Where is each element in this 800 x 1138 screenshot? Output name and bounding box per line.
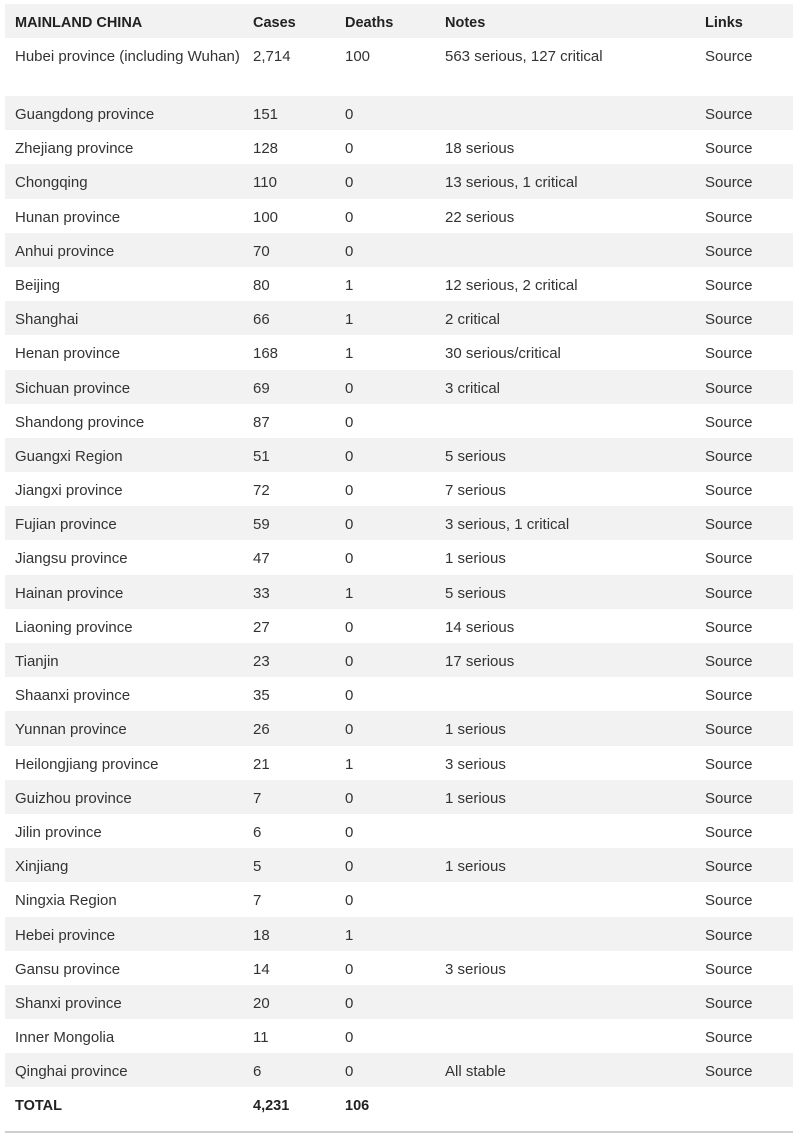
- table-row: [5, 848, 793, 882]
- total-cases: 4,231: [253, 1098, 290, 1115]
- notes-cell: 5 serious: [445, 447, 506, 465]
- region-cell: Hunan province: [15, 208, 121, 226]
- region-cell: Anhui province: [15, 242, 115, 260]
- table-row: [5, 780, 793, 814]
- source-link[interactable]: Source: [705, 311, 753, 329]
- deaths-cell: 1: [345, 345, 354, 363]
- table-row: [5, 438, 793, 472]
- deaths-cell: 0: [345, 789, 354, 807]
- region-cell: Shanxi province: [15, 994, 122, 1012]
- notes-cell: [435, 985, 695, 1019]
- total-links: [695, 1087, 793, 1121]
- region-cell: Shanghai: [15, 311, 79, 329]
- table-row: [5, 575, 793, 609]
- table-row: [5, 335, 793, 369]
- deaths-cell: 0: [345, 892, 354, 910]
- table-row: [5, 267, 793, 301]
- cases-cell: 7: [253, 789, 262, 807]
- cases-cell: 72: [253, 482, 270, 500]
- region-cell: Jiangxi province: [15, 482, 123, 500]
- region-cell: Sichuan province: [15, 379, 131, 397]
- deaths-cell: 0: [345, 994, 354, 1012]
- source-link[interactable]: Source: [705, 584, 753, 602]
- notes-cell: 30 serious/critical: [445, 345, 561, 363]
- cases-cell: 2,714: [253, 48, 291, 65]
- notes-cell: 22 serious: [445, 208, 515, 226]
- table-row: [5, 506, 793, 540]
- cases-cell: 128: [253, 140, 279, 158]
- table-row: [5, 917, 793, 951]
- region-cell: Hainan province: [15, 584, 124, 602]
- table-header-row: [5, 4, 793, 38]
- bottom-divider: [5, 1131, 793, 1133]
- table-row: [5, 370, 793, 404]
- source-link[interactable]: Source: [705, 208, 753, 226]
- cases-cell: 59: [253, 516, 270, 534]
- notes-cell: [435, 917, 695, 951]
- cases-table: [5, 4, 793, 1121]
- notes-cell: All stable: [445, 1063, 506, 1081]
- region-cell: Fujian province: [15, 516, 117, 534]
- total-row: [5, 1087, 793, 1121]
- source-link[interactable]: Source: [705, 174, 753, 192]
- notes-cell: 18 serious: [445, 140, 515, 158]
- deaths-cell: 0: [345, 140, 354, 158]
- source-link[interactable]: Source: [705, 1029, 753, 1047]
- table-row: [5, 301, 793, 335]
- deaths-cell: 0: [345, 550, 354, 568]
- header-links: Links: [705, 15, 743, 31]
- notes-cell: 3 serious, 1 critical: [445, 516, 570, 534]
- region-cell: Qinghai province: [15, 1063, 128, 1081]
- deaths-cell: 0: [345, 618, 354, 636]
- notes-cell: 1 serious: [445, 789, 506, 807]
- source-link[interactable]: Source: [705, 721, 753, 739]
- cases-cell: 23: [253, 653, 270, 670]
- cases-cell: 27: [253, 618, 270, 636]
- region-cell: Shaanxi province: [15, 687, 131, 705]
- source-link[interactable]: Source: [705, 516, 753, 534]
- region-cell: Henan province: [15, 345, 121, 363]
- source-link[interactable]: Source: [705, 892, 753, 910]
- cases-cell: 33: [253, 584, 270, 602]
- table-row: [5, 38, 793, 96]
- deaths-cell: 1: [345, 311, 354, 329]
- region-cell: Jilin province: [15, 823, 102, 841]
- total-label: TOTAL: [15, 1098, 62, 1115]
- notes-cell: 2 critical: [445, 311, 501, 329]
- source-link[interactable]: Source: [705, 1063, 753, 1081]
- deaths-cell: 1: [345, 755, 354, 773]
- region-cell: Shandong province: [15, 413, 145, 431]
- table-row: [5, 1019, 793, 1053]
- cases-cell: 69: [253, 379, 270, 397]
- cases-cell: 51: [253, 447, 270, 465]
- source-link[interactable]: Source: [705, 926, 753, 944]
- notes-cell: [435, 677, 695, 711]
- source-link[interactable]: Source: [705, 48, 753, 65]
- source-link[interactable]: Source: [705, 379, 753, 397]
- deaths-cell: 100: [345, 48, 371, 65]
- table-row: [5, 951, 793, 985]
- deaths-cell: 0: [345, 1063, 354, 1081]
- notes-cell: 12 serious, 2 critical: [445, 276, 578, 294]
- source-link[interactable]: Source: [705, 687, 753, 705]
- table-row: [5, 472, 793, 506]
- source-link[interactable]: Source: [705, 618, 753, 636]
- deaths-cell: 1: [345, 276, 354, 294]
- source-link[interactable]: Source: [705, 994, 753, 1012]
- source-link[interactable]: Source: [705, 242, 753, 260]
- cases-cell: 6: [253, 823, 262, 841]
- region-cell: Tianjin: [15, 653, 59, 670]
- notes-cell: [435, 1019, 695, 1053]
- deaths-cell: 0: [345, 174, 354, 192]
- cases-cell: 110: [253, 174, 277, 192]
- cases-cell: 47: [253, 550, 270, 568]
- table-row: [5, 404, 793, 438]
- table-row: [5, 746, 793, 780]
- cases-cell: 87: [253, 413, 270, 431]
- cases-cell: 18: [253, 926, 270, 944]
- region-cell: Chongqing: [15, 174, 88, 192]
- region-cell: Ningxia Region: [15, 892, 117, 910]
- source-link[interactable]: Source: [705, 140, 753, 158]
- notes-cell: [435, 404, 695, 438]
- source-link[interactable]: Source: [705, 789, 753, 807]
- source-link[interactable]: Source: [705, 755, 753, 773]
- cases-cell: 80: [253, 276, 270, 294]
- deaths-cell: 0: [345, 687, 354, 705]
- region-cell: Yunnan province: [15, 721, 127, 739]
- cases-cell: 151: [253, 106, 279, 123]
- header-deaths: Deaths: [345, 15, 394, 31]
- region-cell: Hubei province (including Wuhan): [15, 48, 240, 65]
- cases-cell: 20: [253, 994, 270, 1012]
- source-link[interactable]: Source: [705, 345, 753, 363]
- source-link[interactable]: Source: [705, 858, 753, 876]
- region-cell: Beijing: [15, 276, 61, 294]
- cases-cell: 7: [253, 892, 262, 910]
- source-link[interactable]: Source: [705, 960, 753, 978]
- header-notes: Notes: [445, 15, 486, 31]
- table-row: [5, 609, 793, 643]
- total-deaths: 106: [345, 1098, 370, 1115]
- cases-cell: 5: [253, 858, 262, 876]
- source-link[interactable]: Source: [705, 447, 753, 465]
- notes-cell: 5 serious: [445, 584, 506, 602]
- deaths-cell: 0: [345, 858, 354, 876]
- cases-cell: 168: [253, 345, 279, 363]
- cases-cell: 35: [253, 687, 270, 705]
- deaths-cell: 0: [345, 447, 354, 465]
- deaths-cell: 0: [345, 413, 354, 431]
- source-link[interactable]: Source: [705, 653, 753, 670]
- region-cell: Guangxi Region: [15, 447, 123, 465]
- region-cell: Gansu province: [15, 960, 121, 978]
- table-row: [5, 199, 793, 233]
- deaths-cell: 0: [345, 823, 354, 841]
- deaths-cell: 0: [345, 379, 354, 397]
- deaths-cell: 0: [345, 960, 354, 978]
- notes-cell: 1 serious: [445, 550, 506, 568]
- region-cell: Zhejiang province: [15, 140, 134, 158]
- notes-cell: 563 serious, 127 critical: [445, 48, 603, 65]
- deaths-cell: 0: [345, 516, 354, 534]
- notes-cell: 3 serious: [445, 755, 506, 773]
- deaths-cell: 0: [345, 242, 354, 260]
- table-row: [5, 233, 793, 267]
- table-row: [5, 540, 793, 574]
- notes-cell: 3 serious: [445, 960, 506, 978]
- notes-cell: 17 serious: [445, 653, 515, 670]
- notes-cell: 13 serious, 1 critical: [445, 174, 578, 192]
- notes-cell: 7 serious: [445, 482, 506, 500]
- deaths-cell: 0: [345, 106, 354, 123]
- deaths-cell: 1: [345, 926, 354, 944]
- source-link[interactable]: Source: [705, 276, 753, 294]
- cases-cell: 14: [253, 960, 270, 978]
- cases-cell: 21: [253, 755, 270, 773]
- table-row: [5, 164, 793, 198]
- deaths-cell: 0: [345, 721, 354, 739]
- source-link[interactable]: Source: [705, 413, 753, 431]
- table-body: [5, 38, 793, 1087]
- region-cell: Xinjiang: [15, 858, 69, 876]
- region-cell: Guangdong province: [15, 106, 155, 123]
- source-link[interactable]: Source: [705, 550, 753, 568]
- source-link[interactable]: Source: [705, 106, 753, 123]
- table-row: [5, 643, 793, 677]
- region-cell: Hebei province: [15, 926, 116, 944]
- header-region: MAINLAND CHINA: [15, 15, 143, 31]
- cases-cell: 26: [253, 721, 270, 739]
- table-row: [5, 130, 793, 164]
- notes-cell: 1 serious: [445, 721, 506, 739]
- table-row: [5, 677, 793, 711]
- region-cell: Liaoning province: [15, 618, 133, 636]
- deaths-cell: 0: [345, 1029, 354, 1047]
- notes-cell: [435, 814, 695, 848]
- notes-cell: [435, 233, 695, 267]
- region-cell: Heilongjiang province: [15, 755, 159, 773]
- cases-cell: 100: [253, 208, 279, 226]
- table-row: [5, 882, 793, 916]
- notes-cell: 14 serious: [445, 618, 515, 636]
- notes-cell: [435, 882, 695, 916]
- deaths-cell: 1: [345, 584, 354, 602]
- table-row: [5, 985, 793, 1019]
- cases-cell: 70: [253, 242, 270, 260]
- notes-cell: [435, 96, 695, 130]
- notes-cell: 1 serious: [445, 858, 506, 876]
- deaths-cell: 0: [345, 653, 354, 670]
- cases-cell: 11: [253, 1029, 269, 1047]
- region-cell: Guizhou province: [15, 789, 132, 807]
- table-row: [5, 711, 793, 745]
- notes-cell: 3 critical: [445, 379, 501, 397]
- table-row: [5, 814, 793, 848]
- deaths-cell: 0: [345, 482, 354, 500]
- table-row: [5, 96, 793, 130]
- cases-cell: 6: [253, 1063, 262, 1081]
- source-link[interactable]: Source: [705, 482, 753, 500]
- region-cell: Jiangsu province: [15, 550, 128, 568]
- cases-cell: 66: [253, 311, 270, 329]
- deaths-cell: 0: [345, 208, 354, 226]
- source-link[interactable]: Source: [705, 823, 753, 841]
- table-row: [5, 1053, 793, 1087]
- region-cell: Inner Mongolia: [15, 1029, 115, 1047]
- total-notes: [435, 1087, 695, 1121]
- header-cases: Cases: [253, 15, 296, 31]
